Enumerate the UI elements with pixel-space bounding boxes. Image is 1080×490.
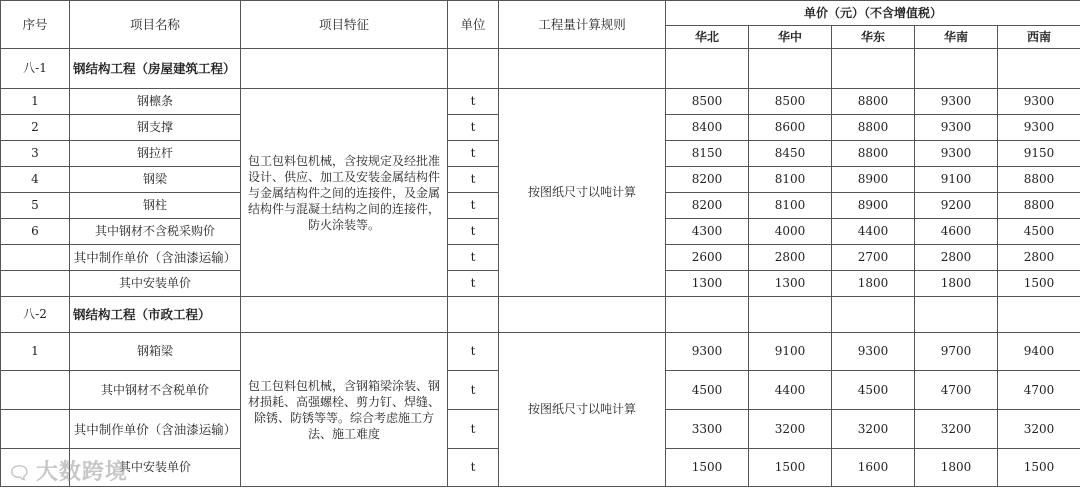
row-name: 钢拉杆 — [70, 141, 241, 167]
row-unit: t — [448, 89, 499, 115]
row-price: 9200 — [915, 193, 998, 219]
section-rule: 按图纸尺寸以吨计算 — [499, 89, 666, 297]
row-price: 8500 — [749, 89, 832, 115]
row-price: 9300 — [998, 115, 1080, 141]
row-no: 1 — [1, 333, 70, 371]
section-rule: 按图纸尺寸以吨计算 — [499, 333, 666, 487]
row-price: 4700 — [915, 371, 998, 410]
row-price: 4300 — [666, 219, 749, 245]
row-name: 其中制作单价（含油漆运输） — [70, 245, 241, 271]
row-unit: t — [448, 371, 499, 410]
header-unit: 单位 — [448, 1, 499, 49]
row-price: 8450 — [749, 141, 832, 167]
row-price: 1800 — [915, 449, 998, 487]
row-price: 8400 — [666, 115, 749, 141]
row-no: 4 — [1, 167, 70, 193]
section-no: 八-2 — [1, 297, 70, 333]
section-row — [1, 49, 1080, 89]
row-price: 3200 — [998, 410, 1080, 449]
section-feature: 包工包料包机械，含钢箱梁涂装、钢材损耗、高强螺栓、剪力钉、焊缝、除锈、防锈等等。综合考虑施工方法、施工难度 — [241, 333, 448, 487]
row-price: 9100 — [749, 333, 832, 371]
row-price: 8900 — [832, 167, 915, 193]
row-price: 8900 — [832, 193, 915, 219]
row-price: 8100 — [749, 167, 832, 193]
row-name: 其中安装单价 — [70, 449, 241, 487]
row-price: 4400 — [749, 371, 832, 410]
row-price: 2600 — [666, 245, 749, 271]
row-price: 8200 — [666, 193, 749, 219]
row-price: 4000 — [749, 219, 832, 245]
row-price: 8800 — [832, 89, 915, 115]
header-region: 华北 — [666, 26, 749, 49]
row-price: 8600 — [749, 115, 832, 141]
row-price: 9300 — [915, 115, 998, 141]
row-price: 4500 — [666, 371, 749, 410]
row-unit: t — [448, 245, 499, 271]
row-price: 9700 — [915, 333, 998, 371]
row-price: 1500 — [998, 449, 1080, 487]
table-row — [1, 89, 1080, 115]
row-price: 8800 — [998, 193, 1080, 219]
row-price: 1500 — [666, 449, 749, 487]
row-name: 钢箱梁 — [70, 333, 241, 371]
row-price: 9300 — [915, 141, 998, 167]
section-row — [1, 297, 1080, 333]
row-price: 3200 — [749, 410, 832, 449]
row-name: 其中钢材不含税采购价 — [70, 219, 241, 245]
row-no — [1, 271, 70, 297]
row-price: 1600 — [832, 449, 915, 487]
row-unit: t — [448, 410, 499, 449]
table-row — [1, 333, 1080, 371]
row-price: 2700 — [832, 245, 915, 271]
header-price: 单价（元）（不含增值税） — [666, 1, 1080, 26]
row-price: 1300 — [749, 271, 832, 297]
row-name: 钢梁 — [70, 167, 241, 193]
header-region: 华中 — [749, 26, 832, 49]
row-price: 9150 — [998, 141, 1080, 167]
row-price: 4600 — [915, 219, 998, 245]
row-price: 8500 — [666, 89, 749, 115]
row-name: 其中安装单价 — [70, 271, 241, 297]
section-no: 八-1 — [1, 49, 70, 89]
row-price: 8100 — [749, 193, 832, 219]
row-unit: t — [448, 193, 499, 219]
row-unit: t — [448, 449, 499, 487]
row-price: 8800 — [832, 141, 915, 167]
row-no: 6 — [1, 219, 70, 245]
row-no: 2 — [1, 115, 70, 141]
row-name: 钢檩条 — [70, 89, 241, 115]
section-title: 钢结构工程（市政工程） — [70, 297, 241, 333]
section-title: 钢结构工程（房屋建筑工程） — [70, 49, 241, 89]
row-name: 其中制作单价（含油漆运输） — [70, 410, 241, 449]
header-no: 序号 — [1, 1, 70, 49]
row-price: 4400 — [832, 219, 915, 245]
row-price: 3200 — [832, 410, 915, 449]
row-name: 钢柱 — [70, 193, 241, 219]
watermark-text: 大数跨境 — [35, 460, 128, 485]
row-name: 其中钢材不含税单价 — [70, 371, 241, 410]
row-unit: t — [448, 219, 499, 245]
row-unit: t — [448, 333, 499, 371]
row-price: 1800 — [832, 271, 915, 297]
row-price: 3300 — [666, 410, 749, 449]
row-unit: t — [448, 115, 499, 141]
row-price: 3200 — [915, 410, 998, 449]
row-price: 1800 — [915, 271, 998, 297]
row-price: 4500 — [832, 371, 915, 410]
row-unit: t — [448, 271, 499, 297]
row-price: 8150 — [666, 141, 749, 167]
header-feature: 项目特征 — [241, 1, 448, 49]
header-region: 华东 — [832, 26, 915, 49]
row-price: 8800 — [832, 115, 915, 141]
row-no: 3 — [1, 141, 70, 167]
row-unit: t — [448, 167, 499, 193]
row-no — [1, 245, 70, 271]
row-price: 2800 — [749, 245, 832, 271]
header-rule: 工程量计算规则 — [499, 1, 666, 49]
chat-bubble-icon: 🗨 — [8, 463, 32, 484]
row-no: 1 — [1, 89, 70, 115]
row-price: 2800 — [915, 245, 998, 271]
row-no — [1, 410, 70, 449]
row-price: 1300 — [666, 271, 749, 297]
row-price: 4500 — [998, 219, 1080, 245]
row-price: 8800 — [998, 167, 1080, 193]
row-price: 9300 — [915, 89, 998, 115]
row-no — [1, 449, 70, 487]
row-price: 9300 — [666, 333, 749, 371]
header-region: 华南 — [915, 26, 998, 49]
row-price: 8200 — [666, 167, 749, 193]
header-region: 西南 — [998, 26, 1080, 49]
row-price: 9100 — [915, 167, 998, 193]
row-no: 5 — [1, 193, 70, 219]
row-price: 9400 — [998, 333, 1080, 371]
row-price: 1500 — [749, 449, 832, 487]
row-price: 9300 — [998, 89, 1080, 115]
row-price: 9300 — [832, 333, 915, 371]
row-price: 2800 — [998, 245, 1080, 271]
row-price: 4700 — [998, 371, 1080, 410]
row-price: 1500 — [998, 271, 1080, 297]
row-name: 钢支撑 — [70, 115, 241, 141]
section-feature: 包工包料包机械，含按规定及经批准设计、供应、加工及安装金属结构件与金属结构件之间的连接件，及金属结构件与混凝土结构之间的连接件，防火涂装等。 — [241, 89, 448, 297]
row-unit: t — [448, 141, 499, 167]
header-name: 项目名称 — [70, 1, 241, 49]
row-no — [1, 371, 70, 410]
